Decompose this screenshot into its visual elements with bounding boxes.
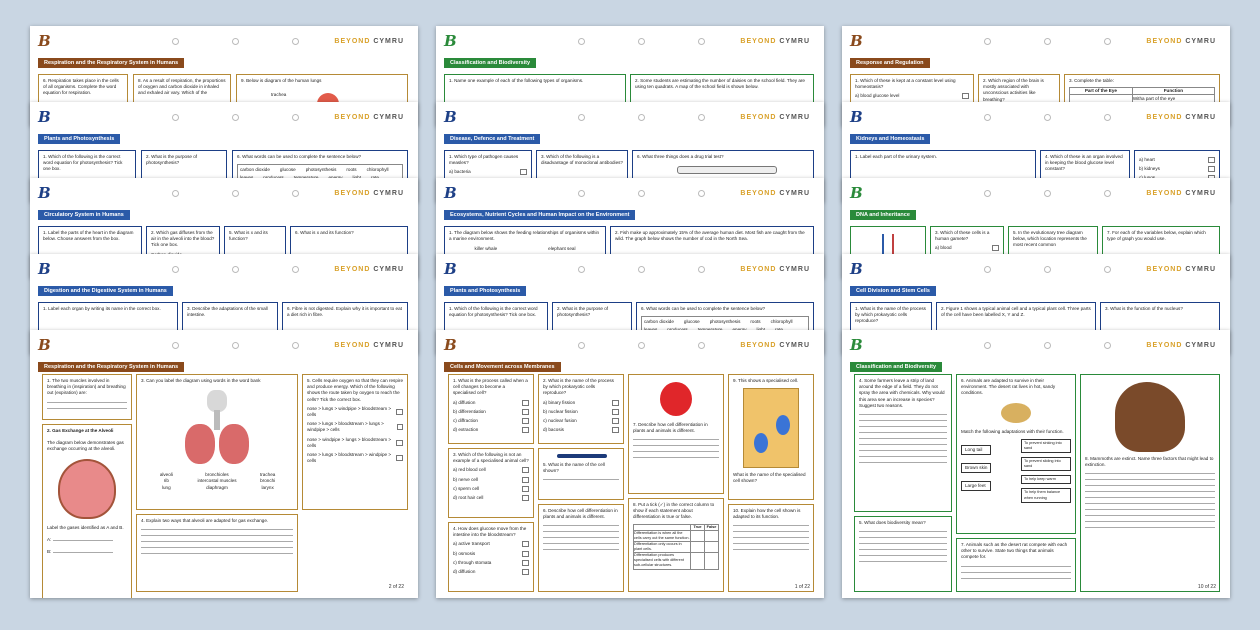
question-box: 3. Describe the adaptations of the small intestine. (182, 302, 278, 354)
punch-holes (984, 190, 1114, 198)
question-box: 3. Which of these cells is a human gamete? a) blood (930, 226, 1004, 278)
worksheet-classification-front (842, 330, 1230, 598)
question-box: 8. Put a tick (✓) in the correct column to show if each statement about differentiation is true or false. True False Differentiation is when all the cells carry out the same function. Differentiation only occurs in plant cells. Differentiation produces specialised cells with different sub-cellular structures. (628, 498, 724, 592)
question-box: 7. Animals such as the desert rat compete with each other to survive. State two things that animals compete for. (956, 538, 1076, 592)
tick-box[interactable] (522, 477, 529, 483)
topic-banner: Classification and Biodiversity (850, 362, 942, 372)
topic-banner: Kidneys and Homeostasis (850, 134, 930, 144)
question-box: 6. Fibre is not digested. Explain why it is important to eat a diet rich in fibre. (282, 302, 408, 354)
brand-wordmark: BEYOND CYMRU (334, 342, 404, 349)
question-box: 10. Explain how the cell shown is adapted to its function. (728, 504, 814, 592)
question-box: 1. Name one example of each of the following types of organisms. (444, 74, 626, 126)
tick-box[interactable] (396, 409, 403, 415)
beyond-logo-icon: B (444, 32, 457, 50)
punch-holes (578, 342, 708, 350)
beyond-logo-icon: B (850, 260, 863, 278)
brand-wordmark: BEYOND CYMRU (334, 38, 404, 45)
adaptation-card[interactable]: Long tail (961, 445, 991, 455)
function-card[interactable]: To prevent sliding into sand (1021, 457, 1071, 471)
punch-holes (984, 114, 1114, 122)
topic-banner: Response and Regulation (850, 58, 930, 68)
sperm-cell-icon (557, 454, 607, 458)
page-number: 1 of 22 (794, 584, 810, 590)
worksheet-respiration-front (30, 330, 418, 598)
tick-box[interactable] (522, 427, 529, 433)
question-box: 2. Which gas diffuses from the air in the alveoli into the blood? Tick one box. (146, 226, 220, 278)
red-blood-cell-icon (660, 382, 692, 416)
brand-wordmark: BEYOND CYMRU (1146, 190, 1216, 197)
worksheet-cells-front (436, 330, 824, 598)
punch-holes (172, 190, 302, 198)
punch-holes (172, 266, 302, 274)
beyond-logo-icon: B (850, 108, 863, 126)
tick-box[interactable] (396, 455, 403, 461)
question-box: 8. As a result of respiration, the proportions of oxygen and carbon dioxide in inhaled and exhaled air vary. Which of the (133, 74, 231, 126)
question-box: 5. In the evolutionary tree diagram below, which location represents the most recent common (1008, 226, 1098, 278)
question-box: 1. The two muscles involved in breathing in (inspiration) and breathing out (expiration) are: (42, 374, 132, 420)
punch-holes (578, 38, 708, 46)
question-box: 9. Below is diagram of the human lungs trachea (236, 74, 408, 126)
brand-wordmark: BEYOND CYMRU (1146, 38, 1216, 45)
topic-banner: Cells and Movement across Membranes (444, 362, 561, 372)
topic-banner: Classification and Biodiversity (444, 58, 536, 68)
question-box: 7. For each of the variables below, explain which type of graph you would use. (1102, 226, 1220, 278)
beyond-logo-icon: B (850, 336, 863, 354)
tick-box[interactable] (522, 541, 529, 547)
question-box: 4. How does glucose move from the intestine into the bloodstream? a) active transport b) osmosis c) through stomata d) diffusion (448, 522, 534, 592)
desert-rat-icon (1001, 403, 1031, 423)
question-box: a) heart b) kidneys (1134, 150, 1220, 202)
question-box: 6. Respiration takes place in the cells of all organisms. Complete the word equation for respiration. (38, 74, 128, 126)
question-box: 6. Animals are adapted to survive in their environment. The desert rat lives in hot, sandy conditions. Match the following adaptations with their function. Long tail Brown skin Large feet To prevent sinking into sand To prevent sliding into sand To help keep warm To help them balance when running (956, 374, 1076, 534)
word-bank: carbon dioxide glucose photosynthesis roots chlorophyll (237, 164, 403, 184)
word-bank: alveoli bronchioles trachea rib intercostal muscles bronchi lung diaphragm larynx (159, 472, 276, 490)
tick-box[interactable] (962, 93, 969, 99)
question-box: 9. This shows a specialised cell. What is the name of the specialised cell shown? (728, 374, 814, 500)
tick-box[interactable] (396, 440, 403, 446)
tick-box[interactable] (520, 169, 527, 175)
page-number: 10 of 22 (1197, 584, 1216, 590)
beyond-logo-icon: B (444, 108, 457, 126)
question-box: 2. What is the purpose of photosynthesis? (552, 302, 632, 354)
question-box: 3. Which of the following is a disadvantage of monoclonal antibodies? (536, 150, 628, 202)
alveolus-diagram (58, 459, 116, 519)
beyond-logo-icon: B (444, 184, 457, 202)
beyond-logo-icon: B (850, 184, 863, 202)
brand-wordmark: BEYOND CYMRU (334, 266, 404, 273)
question-box: 2. Fish make up approximately 15% of the average human diet. Most fish are caught from the wild. The graph below shows the number of cod in the North Sea. (610, 226, 814, 278)
question-box: 2. What is the purpose of photosynthesis? (141, 150, 227, 202)
brand-wordmark: BEYOND CYMRU (1146, 266, 1216, 273)
question-box: 1. What is the name of the process by which prokaryotic cells reproduce? (850, 302, 932, 354)
question-box: 6. What is x and its function? (290, 226, 408, 278)
question-box: 2. Gas Exchange at the Alveoli The diagram below demonstrates gas exchange occurring at the alveoli. Label the gases identified as A and B. A: B: (42, 424, 132, 598)
beyond-logo-icon: B (38, 32, 51, 50)
beyond-logo-icon: B (444, 336, 457, 354)
question-box: 3. Complete the table: Part of the Eye Function Witha part of the eye (1064, 74, 1220, 126)
tick-box[interactable] (612, 400, 619, 406)
question-box: 1. Label each part of the urinary system. (850, 150, 1036, 202)
question-box: 4. Some farmers leave a strip of land around the edge of a field. They do not spray the area with chemicals. Why would this area see an increase in species? Suggest two reasons. (854, 374, 952, 512)
function-card[interactable]: To help them balance when running (1021, 488, 1071, 502)
question-box: 5. Cells require oxygen so that they can respire and produce energy. Which of the following shows the route taken by oxygen to reach the cells? Tick the correct box. nose > lungs > windpipe > bloodstream > cells nose > lungs > bloodstream > lungs > windpipe > cells nose > windpipe > lungs > bloodstream > cells nose > lungs > bloodstream > windpipe > cells (302, 374, 408, 510)
beyond-logo-icon: B (38, 108, 51, 126)
tick-box[interactable] (397, 424, 403, 430)
question-box: 5. What does biodiversity mean? (854, 516, 952, 592)
plant-cell-diagram (743, 388, 799, 468)
respiratory-system-diagram (177, 390, 257, 468)
punch-holes (172, 114, 302, 122)
tick-box[interactable] (612, 427, 619, 433)
tick-box[interactable] (522, 495, 529, 501)
question-box: 6. Describe how cell differentiation in plants and animals is different. (538, 504, 624, 592)
question-box: 1. Label the parts of the heart in the diagram below. Choose answers from the box. (38, 226, 142, 278)
tick-box[interactable] (522, 467, 529, 473)
question-box: 1. The diagram below shows the feeding relationships of organisms within a marine environment. killer whale elephant seal (444, 226, 606, 278)
question-box: 6. What three things does a drug trial test? (632, 150, 814, 202)
brand-wordmark: BEYOND CYMRU (1146, 342, 1216, 349)
question-box: 2. Some students are estimating the number of daisies on the school field. They are using ten quadrats. A map of the school field is shown below. (630, 74, 814, 126)
punch-holes (984, 266, 1114, 274)
beyond-logo-icon: B (38, 336, 51, 354)
topic-banner: DNA and Inheritance (850, 210, 916, 220)
punch-holes (172, 342, 302, 350)
brand-wordmark: BEYOND CYMRU (740, 190, 810, 197)
punch-holes (578, 266, 708, 274)
question-box: 1. Which of the following is the correct word equation for photosynthesis? Tick one box. (38, 150, 136, 202)
question-box: 5. What is x and its function? (224, 226, 286, 278)
question-box: 2. Which region of the brain is mostly associated with unconscious activities like breathing? (978, 74, 1060, 126)
function-card[interactable]: To prevent sinking into sand (1021, 439, 1071, 453)
tick-box[interactable] (992, 245, 999, 251)
mammoth-icon (1115, 382, 1185, 452)
question-box: 3. Which of the following is not an example of a specialised animal cell? a) red blood cell b) nerve cell c) sperm cell d) root hair cell (448, 448, 534, 518)
word-bank: carbon dioxide glucose photosynthesis roots chlorophyll (641, 316, 809, 336)
question-box: 6. What words can be used to complete the sentence below? carbon dioxide glucose photosynthesis roots chlorophyll (636, 302, 814, 354)
tick-box[interactable] (522, 569, 529, 575)
topic-banner: Cell Division and Stem Cells (850, 286, 936, 296)
topic-banner: Disease, Defence and Treatment (444, 134, 540, 144)
beyond-logo-icon: B (444, 260, 457, 278)
tick-box[interactable] (522, 400, 529, 406)
brand-wordmark: BEYOND CYMRU (1146, 114, 1216, 121)
topic-banner: Ecosystems, Nutrient Cycles and Human Impact on the Environment (444, 210, 635, 220)
punch-holes (172, 38, 302, 46)
function-card[interactable]: To help keep warm (1021, 475, 1071, 484)
question-box: 4. Explain two ways that alveoli are adapted for gas exchange. (136, 514, 298, 592)
question-box: 1. What is the process called when a cell changes to become a specialised cell? a) diffusion b) differentiation c) diffraction d) extraction (448, 374, 534, 444)
tick-box[interactable] (522, 486, 529, 492)
question-box: 4. Which of these is an organ involved in keeping the blood glucose level constant? (1040, 150, 1130, 202)
brand-wordmark: BEYOND CYMRU (740, 114, 810, 121)
topic-banner: Digestion and the Digestive System in Humans (38, 286, 173, 296)
brand-wordmark: BEYOND CYMRU (334, 190, 404, 197)
question-box: 1. Label each organ by writing its name in the correct box. (38, 302, 178, 354)
punch-holes (578, 190, 708, 198)
eye-table: Part of the Eye Function Witha part of the eye (1069, 87, 1215, 103)
question-box: 1. Which of the following is the correct word equation for photosynthesis? Tick one box. (444, 302, 548, 354)
topic-banner: Circulatory System in Humans (38, 210, 130, 220)
question-box: 7. Describe how cell differentiation in plants and animals is different. (628, 374, 724, 494)
true-false-table: True False Differentiation is when all the cells carry out the same function. Differentiation only occurs in plant cells. Differentiation produces specialised cells with different sub-cellular structures. (633, 524, 719, 570)
question-box: 3. What is the function of the nucleus? (1100, 302, 1220, 354)
question-box: 6. What words can be used to complete the sentence below? carbon dioxide glucose photosynthesis roots chlorophyll (232, 150, 408, 202)
topic-banner: Respiration and the Respiratory System in Humans (38, 362, 184, 372)
question-box: 5. What is the name of the cell shown? (538, 448, 624, 500)
question-box: 2. Figure 1 shows a typical animal cell and a typical plant cell. Three parts of the cell have been labelled X, Y and Z. (936, 302, 1096, 354)
tick-box[interactable] (1208, 157, 1215, 163)
punch-holes (578, 114, 708, 122)
topic-banner: Plants and Photosynthesis (38, 134, 120, 144)
brand-wordmark: BEYOND CYMRU (334, 114, 404, 121)
beyond-logo-icon: B (38, 260, 51, 278)
punch-holes (984, 38, 1114, 46)
diagram-label: trachea (271, 92, 287, 98)
question-box: 2. What is the name of the process by which prokaryotic cells reproduce? a) binary fission b) nuclear fission c) nuclear fusion d) bacosis (538, 374, 624, 444)
punch-holes (984, 342, 1114, 350)
tick-box[interactable] (522, 560, 529, 566)
syringe-icon (677, 166, 777, 174)
topic-banner: Respiration and the Respiratory System in Humans (38, 58, 184, 68)
brand-wordmark: BEYOND CYMRU (740, 342, 810, 349)
question-box: 1. Which type of pathogen causes measles? a) bacteria (444, 150, 532, 202)
brand-wordmark: BEYOND CYMRU (740, 38, 810, 45)
tick-box[interactable] (1208, 166, 1215, 172)
adaptation-card[interactable]: Brown skin (961, 463, 991, 473)
tick-box[interactable] (522, 418, 529, 424)
beyond-logo-icon: B (38, 184, 51, 202)
question-box: 8. Mammoths are extinct. Name three factors that might lead to extinction. (1080, 374, 1220, 592)
question-box: 1. Which of these is kept at a constant level using homeostasis? a) blood glucose level (850, 74, 974, 126)
adaptation-card[interactable]: Large feet (961, 481, 991, 491)
tick-box[interactable] (522, 551, 529, 557)
question-box: 3. Can you label the diagram using words in the word bank alveoli bronchioles trachea rib intercostal muscles bronchi lung diaphragm larynx (136, 374, 298, 510)
tick-box[interactable] (522, 409, 529, 415)
tick-box[interactable] (612, 418, 619, 424)
beyond-logo-icon: B (850, 32, 863, 50)
brand-wordmark: BEYOND CYMRU (740, 266, 810, 273)
topic-banner: Plants and Photosynthesis (444, 286, 526, 296)
page-number: 2 of 22 (388, 584, 404, 590)
tick-box[interactable] (612, 409, 619, 415)
